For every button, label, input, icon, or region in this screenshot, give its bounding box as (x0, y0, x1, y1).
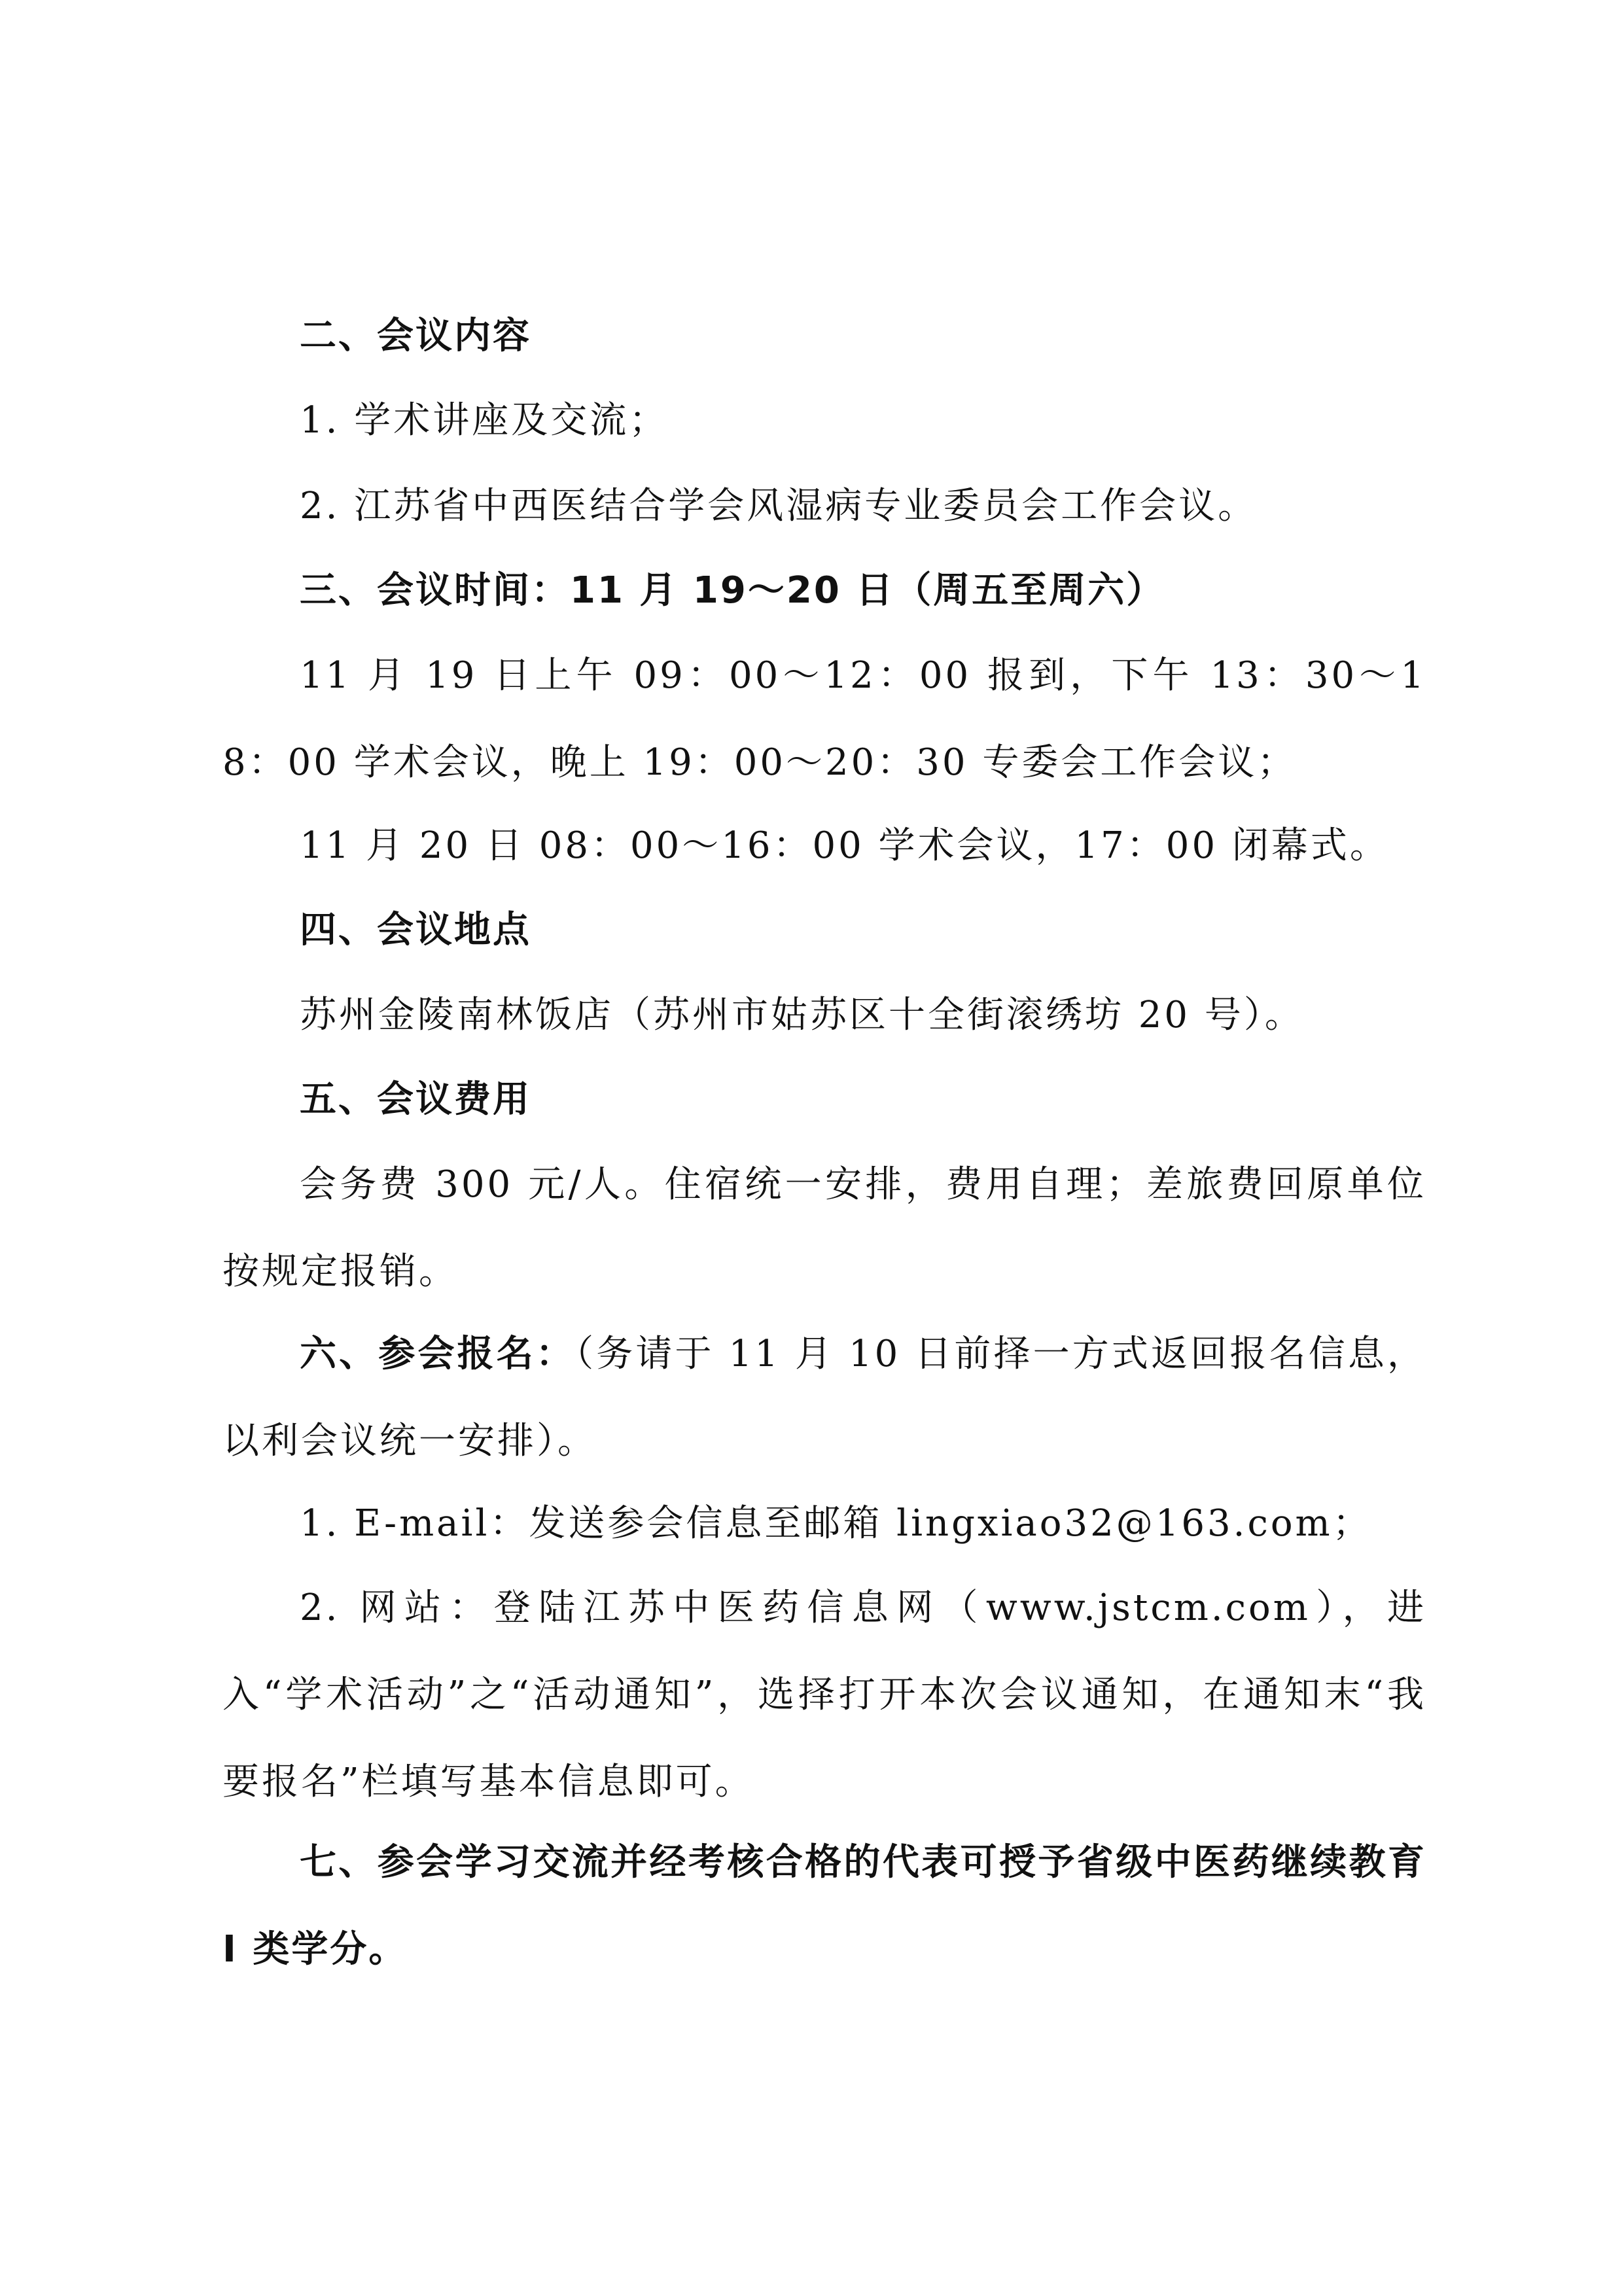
section-heading-content: 二、会议内容 (300, 315, 531, 357)
section-heading-fee: 五、会议费用 (300, 1078, 531, 1121)
fee-detail: 会务费 300 元/人。住宿统一安排，费用自理；差旅费回原单位按规定报销。 (222, 1163, 1426, 1293)
content-item-1: 1. 学术讲座及交流； (300, 399, 669, 442)
venue-detail: 苏州金陵南林饭店（苏州市姑苏区十全街滚绣坊 20 号）。 (300, 994, 1304, 1036)
time-detail-2: 11 月 20 日 08：00～16：00 学术会议，17：00 闭幕式。 (300, 824, 1389, 867)
registration-paragraph (222, 1310, 1426, 1485)
content-item-2: 2. 江苏省中西医结合学会风湿病专业委员会工作会议。 (300, 485, 1258, 527)
registration-website: 2. 网站：登陆江苏中医药信息网（www.jstcm.com），进入“学术活动”之“活动通知”，选择打开本次会议通知，在通知末“我要报名”栏填写基本信息即可。 (222, 1587, 1426, 1803)
time-detail-1: 11 月 19 日上午 09：00～12：00 报到，下午 13：30～18：00 学术会议，晚上 19：00～20：30 专委会工作会议； (222, 654, 1426, 784)
registration-email: 1. E-mail：发送参会信息至邮箱 lingxiao32@163.com； (300, 1502, 1372, 1545)
section-heading-venue: 四、会议地点 (300, 909, 531, 951)
section-heading-time: 三、会议时间：11 月 19～20 日（周五至周六） (300, 569, 1165, 612)
section-heading-registration: 六、参会报名： (300, 1333, 576, 1375)
credit-statement: 七、参会学习交流并经考核合格的代表可授予省级中医药继续教育 I 类学分。 (222, 1841, 1426, 1971)
registration-note: （务请于 11 月 10 日前择一方式返回报名信息，以利会议统一安排）。 (222, 1333, 1427, 1462)
